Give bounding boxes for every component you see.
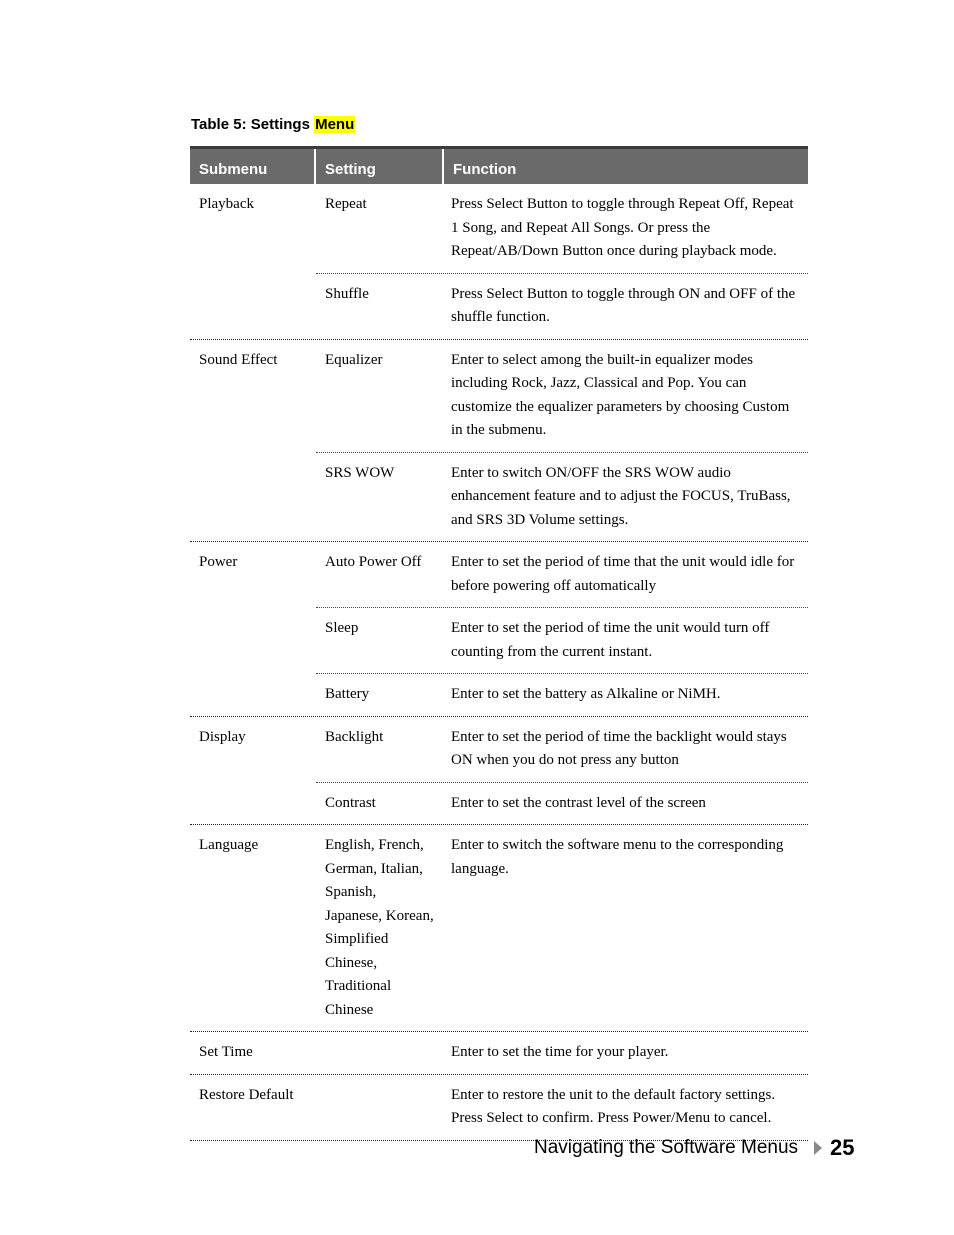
function-cell: Enter to set the time for your player. (451, 1044, 669, 1060)
group-sound-effect (190, 340, 808, 543)
function-cell: Press Select Button to toggle through Repeat Off, Repeat 1 Song, and Repeat All Songs. Or press the Repeat/AB/Down Button once during playback mode. (451, 196, 794, 259)
function-cell: Enter to set the battery as Alkaline or NiMH. (451, 686, 721, 702)
triangle-right-icon (814, 1141, 822, 1155)
table-row (316, 825, 808, 1031)
table-row (316, 608, 808, 674)
setting-cell: Repeat (325, 196, 367, 212)
setting-cell: Equalizer (325, 351, 383, 368)
header-setting: Setting (316, 149, 442, 184)
function-cell: Enter to set the period of time that the unit would idle for before powering off automatically (451, 554, 795, 594)
setting-cell: Auto Power Off (325, 554, 422, 570)
table-row (316, 340, 808, 453)
footer-section-title: Navigating the Software Menus (534, 1137, 799, 1158)
setting-cell: Backlight (325, 728, 384, 745)
table-row (316, 453, 808, 542)
table-row (316, 674, 808, 716)
setting-cell: Shuffle (325, 285, 369, 302)
setting-cell: Sleep (325, 620, 359, 636)
caption-highlight: Menu (315, 116, 355, 133)
group-display (190, 717, 808, 826)
setting-cell: SRS WOW (325, 464, 395, 481)
setting-cell: Battery (325, 686, 370, 702)
submenu-cell: Playback (199, 196, 254, 212)
function-cell: Enter to switch the software menu to the corresponding language. (451, 837, 784, 877)
header-function: Function (444, 149, 808, 184)
group-playback (190, 184, 808, 340)
table-row (316, 1032, 808, 1074)
function-cell: Enter to set the period of time the unit would turn off counting from the current instant. (451, 620, 770, 660)
function-cell: Enter to switch ON/OFF the SRS WOW audio enhancement feature and to adjust the FOCUS, TruBass, and SRS 3D Volume settings. (451, 464, 791, 528)
table-row (316, 1075, 808, 1140)
table-row (316, 274, 808, 339)
submenu-cell: Power (199, 554, 238, 570)
page-number: 25 (830, 1135, 855, 1160)
group-power (190, 542, 808, 717)
table-caption (191, 116, 355, 133)
submenu-cell: Display (199, 728, 246, 745)
submenu-cell: Restore Default (199, 1086, 294, 1103)
function-cell: Enter to set the contrast level of the screen (451, 794, 706, 811)
header-submenu: Submenu (190, 149, 314, 184)
setting-cell: English, French, German, Italian, Spanish, Japanese, Korean, Simplified Chinese, Traditional Chinese (325, 837, 434, 1018)
page-footer (534, 1135, 855, 1161)
table-row (316, 783, 808, 825)
group-restore-default (190, 1075, 808, 1141)
table-row (316, 717, 808, 783)
function-cell: Enter to restore the unit to the default factory settings. Press Select to confirm. Press Power/Menu to cancel. (451, 1086, 776, 1126)
submenu-cell: Sound Effect (199, 351, 278, 368)
function-cell: Enter to select among the built-in equalizer modes including Rock, Jazz, Classical and Pop. You can customize the equalizer parameters by choosing Custom in the submenu. (451, 351, 790, 438)
submenu-cell: Language (199, 837, 259, 853)
group-set-time (190, 1032, 808, 1075)
caption-prefix: Table 5: Settings (191, 116, 315, 133)
function-cell: Enter to set the period of time the backlight would stays ON when you do not press any button (451, 728, 787, 768)
setting-cell (316, 1032, 442, 1074)
settings-table (190, 146, 808, 1141)
table-header (190, 146, 808, 184)
table-row (316, 542, 808, 608)
table-row (316, 184, 808, 274)
setting-cell (316, 1075, 442, 1140)
setting-cell: Contrast (325, 794, 376, 811)
function-cell: Press Select Button to toggle through ON and OFF of the shuffle function. (451, 285, 796, 325)
submenu-cell: Set Time (199, 1044, 253, 1060)
group-language (190, 825, 808, 1032)
